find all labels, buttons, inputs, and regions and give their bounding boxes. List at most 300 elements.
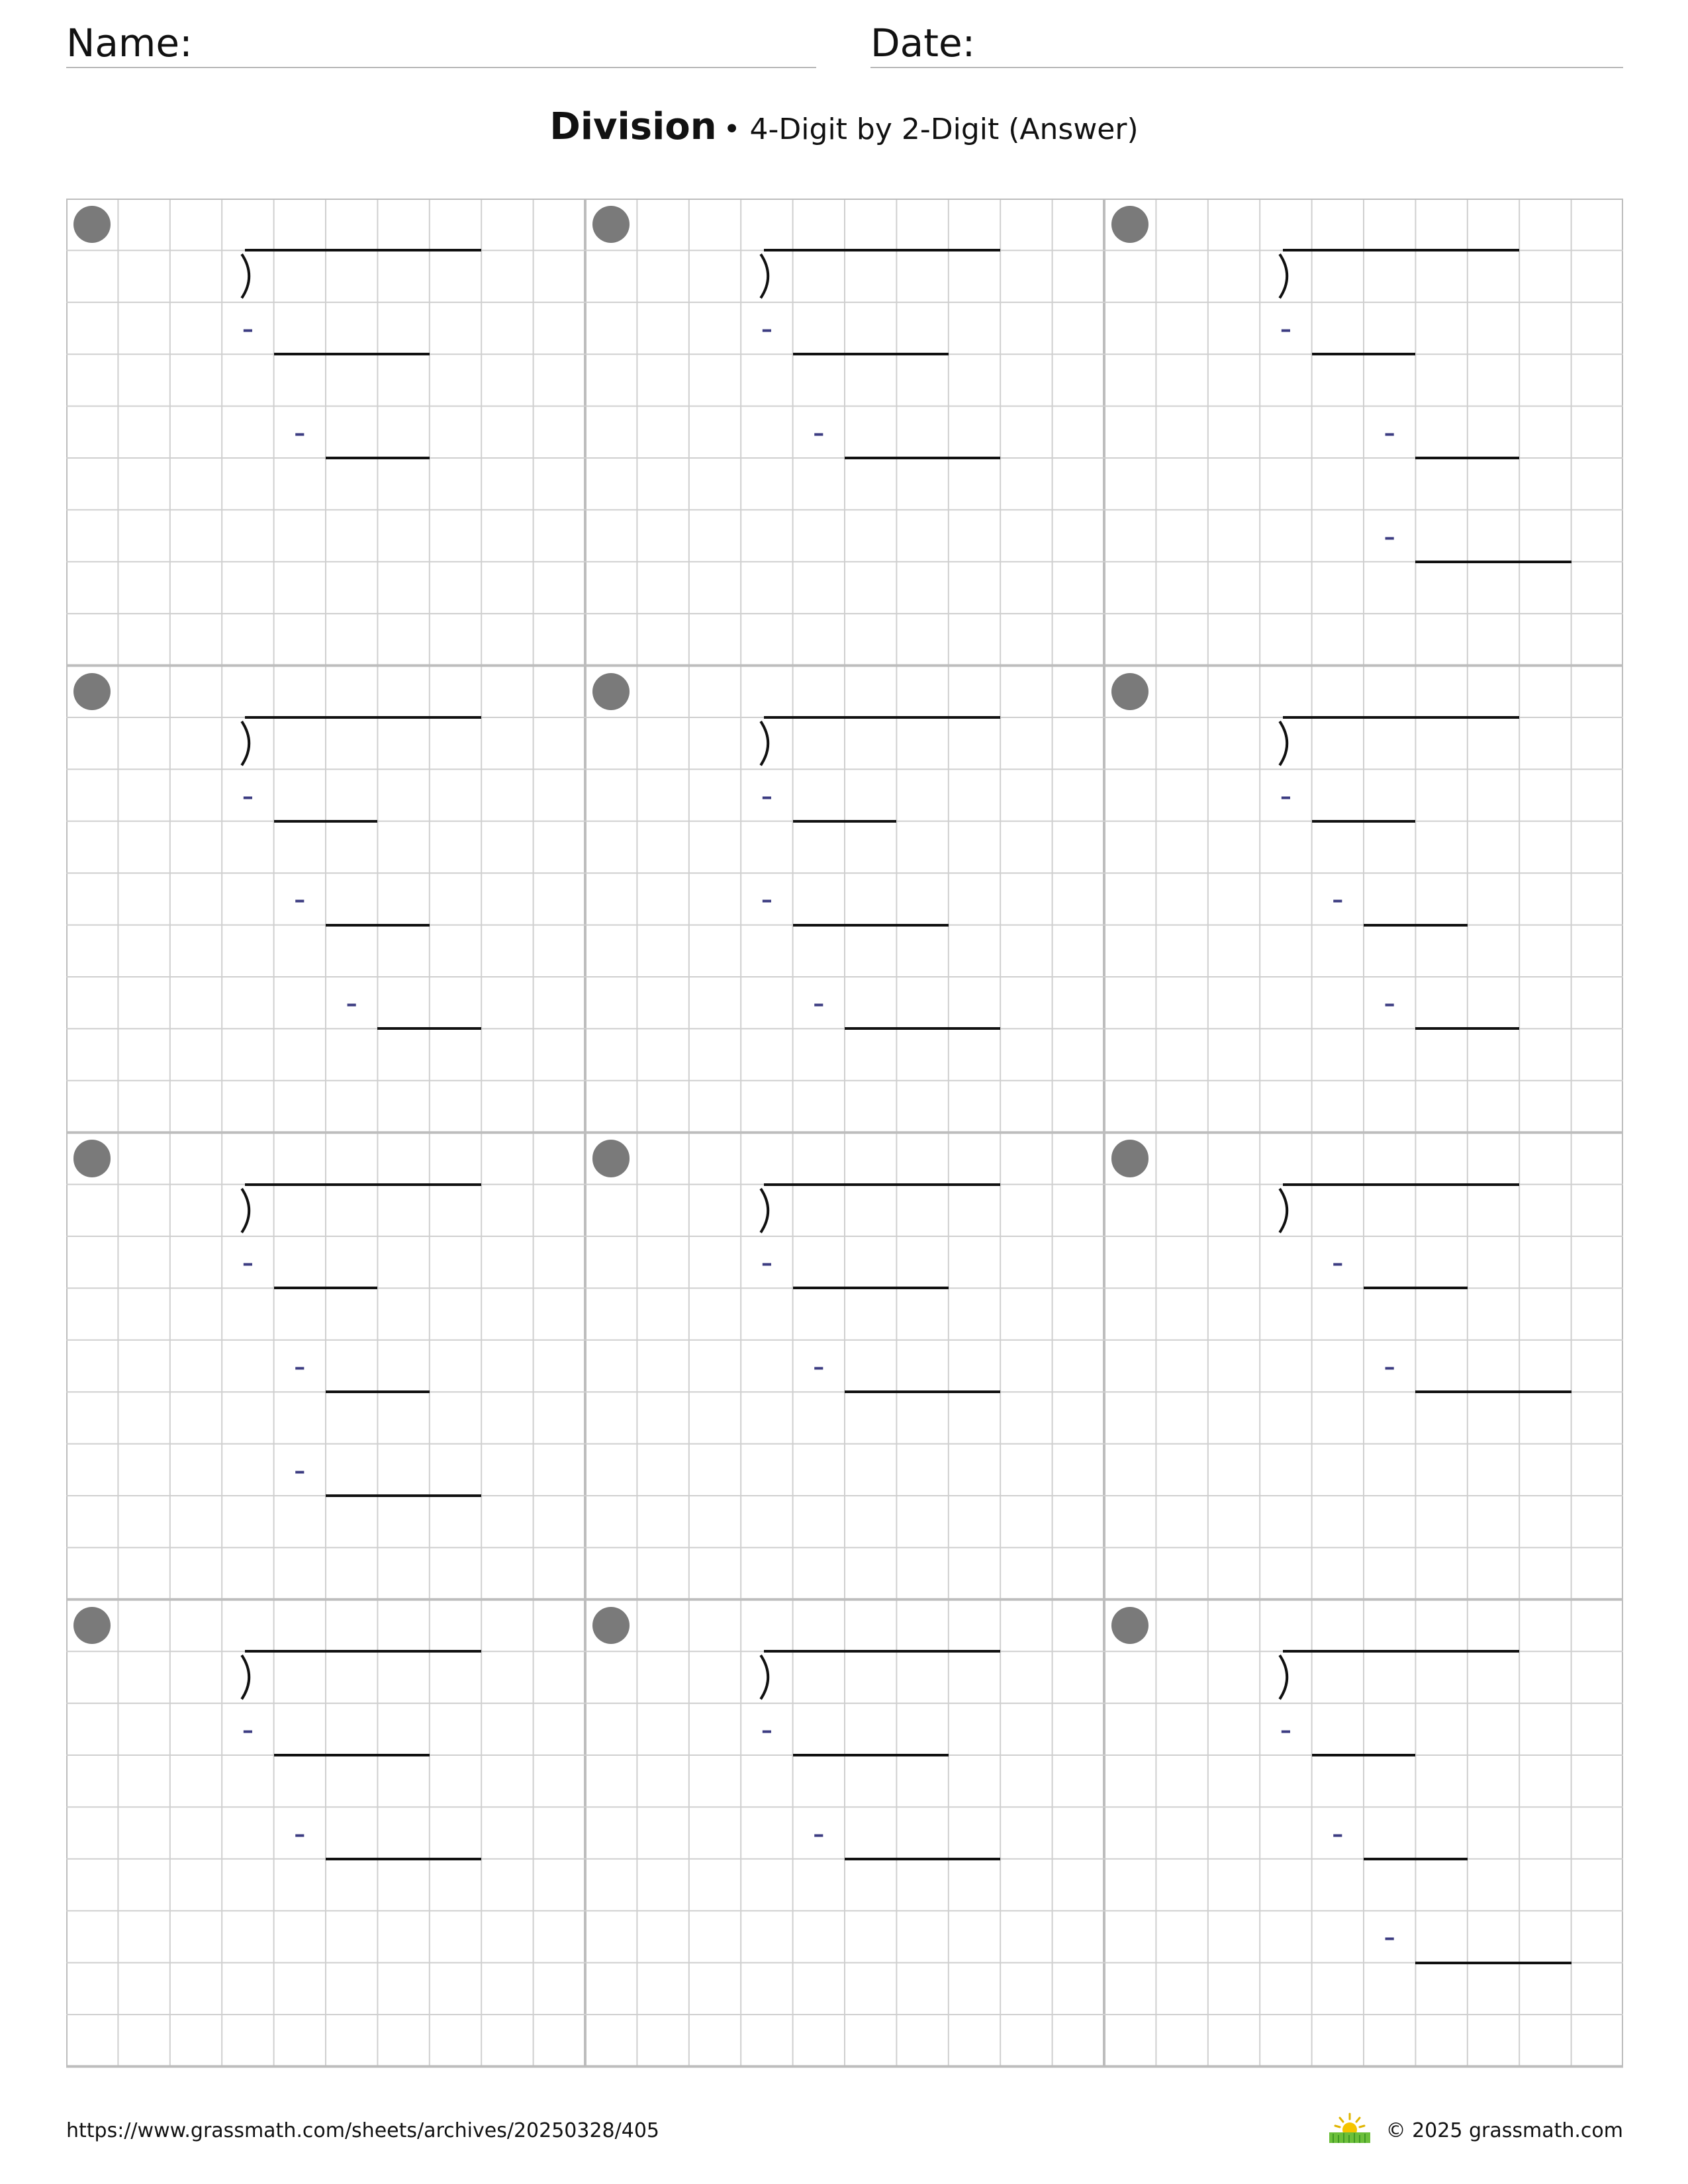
subtrahend-digit (845, 873, 896, 925)
problem-number-badge (1111, 673, 1149, 710)
partial-digit (845, 354, 896, 406)
minus-sign: - (761, 308, 773, 347)
partial-digit (949, 354, 1000, 406)
minus-sign: - (761, 880, 773, 919)
subtrahend-digit (326, 406, 377, 458)
partial-digit (1519, 458, 1571, 510)
divisor-digit (1156, 1651, 1207, 1703)
dividend-digit (274, 250, 326, 302)
subtrahend-digit (1468, 977, 1519, 1028)
subtrahend-digit (845, 1704, 896, 1755)
subtrahend-digit (326, 769, 377, 821)
subtrahend-digit (845, 769, 896, 821)
divisor-digit (170, 250, 222, 302)
dividend-digit (1364, 250, 1415, 302)
minus-sign: - (293, 1346, 306, 1385)
problem-number-badge (73, 673, 111, 710)
subtrahend-digit (845, 1236, 896, 1288)
subtrahend-digit (896, 977, 948, 1028)
subtrahend-digit (1415, 873, 1467, 925)
subtrahend-digit (896, 1340, 948, 1392)
partial-digit (896, 821, 948, 873)
partial-digit (326, 1755, 377, 1807)
subtrahend-digit (793, 873, 845, 925)
dividend-digit (1312, 250, 1364, 302)
problem-number-badge (73, 1607, 111, 1644)
quotient-digit (430, 199, 481, 250)
subtrahend-digit (1519, 510, 1571, 561)
divisor-digit (118, 1651, 169, 1703)
divisor-digit (689, 250, 741, 302)
divisor-digit (1208, 1185, 1260, 1236)
minus-sign: - (346, 983, 358, 1023)
quotient-digit (1415, 199, 1467, 250)
minus-sign: - (242, 1243, 254, 1282)
dividend-digit (326, 250, 377, 302)
subtrahend-digit (793, 302, 845, 354)
title-subtitle: • 4-Digit by 2-Digit (Answer) (723, 113, 1139, 146)
dividend-digit (1312, 1651, 1364, 1703)
problems-layer (66, 199, 1623, 2089)
subtrahend-digit (1415, 510, 1467, 561)
dividend-digit (1364, 717, 1415, 769)
partial-digit (1415, 1288, 1467, 1340)
dividend-digit (1415, 1185, 1467, 1236)
problem-number-badge (1111, 1607, 1149, 1644)
subtrahend-digit (326, 873, 377, 925)
subtrahend-digit (1415, 406, 1467, 458)
remainder-digit (1519, 1392, 1571, 1443)
subtrahend-digit (793, 1704, 845, 1755)
divisor-digit (1156, 717, 1207, 769)
partial-digit (845, 925, 896, 977)
subtrahend-digit (949, 977, 1000, 1028)
dividend-digit (274, 1651, 326, 1703)
remainder-digit (430, 1496, 481, 1547)
worksheet-title (0, 105, 1688, 148)
quotient-digit (1468, 1600, 1519, 1651)
division-bracket (222, 250, 273, 302)
divisor-digit (689, 1651, 741, 1703)
dividend-digit (845, 250, 896, 302)
division-bracket (222, 1185, 273, 1236)
problem-number-badge (592, 206, 630, 243)
partial-digit (326, 1288, 377, 1340)
minus-sign: - (242, 776, 254, 815)
dividend-digit (1468, 1651, 1519, 1703)
subtrahend-digit (1519, 1340, 1571, 1392)
partial-digit (377, 925, 429, 977)
problem-number-badge (592, 1607, 630, 1644)
subtrahend-digit (1468, 1340, 1519, 1392)
partial-digit (1519, 1288, 1571, 1340)
problem-number-badge (1111, 1140, 1149, 1177)
quotient-digit (949, 199, 1000, 250)
date-line (870, 67, 1623, 68)
subtrahend-digit (845, 1807, 896, 1858)
partial-digit (949, 1288, 1000, 1340)
subtrahend-digit (845, 406, 896, 458)
dividend-digit (896, 1651, 948, 1703)
subtrahend-digit (1364, 873, 1415, 925)
problem-number-badge (73, 1140, 111, 1177)
dividend-digit (326, 717, 377, 769)
minus-sign: - (812, 412, 825, 451)
subtrahend-digit (1312, 302, 1364, 354)
partial-digit (1468, 458, 1519, 510)
dividend-digit (1415, 1651, 1467, 1703)
partial-digit (377, 354, 429, 406)
partial-digit (896, 354, 948, 406)
dividend-digit (377, 717, 429, 769)
dividend-digit (430, 1185, 481, 1236)
minus-sign: - (293, 1450, 306, 1489)
date-label: Date: (870, 21, 976, 66)
minus-sign: - (1383, 516, 1396, 555)
quotient-digit (949, 666, 1000, 717)
division-bracket (741, 1185, 792, 1236)
divisor-digit (689, 1185, 741, 1236)
partial-digit (377, 1288, 429, 1340)
partial-digit (430, 1755, 481, 1807)
dividend-digit (845, 717, 896, 769)
quotient-digit (1415, 666, 1467, 717)
subtrahend-digit (1312, 1704, 1364, 1755)
quotient-digit (896, 1132, 948, 1184)
quotient-digit (1415, 1132, 1467, 1184)
subtrahend-digit (949, 1340, 1000, 1392)
subtrahend-digit (845, 302, 896, 354)
subtrahend-digit (793, 1236, 845, 1288)
partial-digit (1468, 354, 1519, 406)
dividend-digit (793, 717, 845, 769)
division-bracket (1260, 250, 1311, 302)
partial-digit (1468, 1859, 1519, 1911)
subtrahend-digit (949, 406, 1000, 458)
subtrahend-digit (1468, 406, 1519, 458)
partial-digit (1364, 354, 1415, 406)
subtrahend-digit (274, 1236, 326, 1288)
minus-sign: - (242, 308, 254, 347)
partial-digit (1468, 1288, 1519, 1340)
remainder-digit (949, 458, 1000, 510)
partial-digit (896, 925, 948, 977)
subtrahend-digit (896, 406, 948, 458)
quotient-digit (845, 666, 896, 717)
divisor-digit (1208, 1651, 1260, 1703)
divisor-digit (637, 717, 688, 769)
dividend-digit (1415, 250, 1467, 302)
subtrahend-digit (430, 977, 481, 1028)
dividend-digit (793, 250, 845, 302)
subtrahend-digit (377, 1807, 429, 1858)
subtrahend-digit (1415, 977, 1467, 1028)
title-main: Division (549, 105, 717, 148)
remainder-digit (377, 458, 429, 510)
subtrahend-digit (430, 1807, 481, 1858)
subtrahend-digit (1415, 1340, 1467, 1392)
partial-digit (793, 821, 845, 873)
partial-digit (949, 925, 1000, 977)
subtrahend-digit (326, 302, 377, 354)
minus-sign: - (1280, 776, 1292, 815)
subtrahend-digit (326, 1807, 377, 1858)
dividend-digit (949, 1651, 1000, 1703)
quotient-digit (1468, 666, 1519, 717)
minus-sign: - (1331, 1813, 1344, 1852)
subtrahend-digit (274, 1704, 326, 1755)
minus-sign: - (812, 983, 825, 1023)
division-bracket (1260, 1185, 1311, 1236)
partial-digit (377, 821, 429, 873)
subtrahend-digit (793, 769, 845, 821)
minus-sign: - (242, 1709, 254, 1749)
subtrahend-digit (326, 1236, 377, 1288)
partial-digit (430, 925, 481, 977)
dividend-digit (949, 1185, 1000, 1236)
remainder-digit (1519, 562, 1571, 614)
problem-number-badge (1111, 206, 1149, 243)
remainder-digit (949, 1859, 1000, 1911)
remainder-digit (1519, 1963, 1571, 2015)
dividend-digit (1415, 717, 1467, 769)
subtrahend-digit (896, 1807, 948, 1858)
subtrahend-digit (377, 977, 429, 1028)
subtrahend-digit (377, 1704, 429, 1755)
quotient-digit (1364, 1600, 1415, 1651)
minus-sign: - (1280, 308, 1292, 347)
partial-digit (845, 821, 896, 873)
dividend-digit (1364, 1185, 1415, 1236)
quotient-digit (949, 1132, 1000, 1184)
subtrahend-digit (274, 302, 326, 354)
quotient-digit (1468, 1132, 1519, 1184)
division-bracket (222, 717, 273, 769)
quotient-digit (430, 666, 481, 717)
dividend-digit (1364, 1651, 1415, 1703)
quotient-digit (896, 199, 948, 250)
subtrahend-digit (1364, 1807, 1415, 1858)
partial-digit (1415, 458, 1467, 510)
divisor-digit (1208, 250, 1260, 302)
minus-sign: - (1383, 1346, 1396, 1385)
divisor-digit (637, 1185, 688, 1236)
divisor-digit (637, 1651, 688, 1703)
subtrahend-digit (1519, 1911, 1571, 1962)
subtrahend-digit (1468, 510, 1519, 561)
partial-digit (1468, 925, 1519, 977)
dividend-digit (430, 717, 481, 769)
remainder-digit (949, 1392, 1000, 1443)
partial-digit (1364, 1755, 1415, 1807)
subtrahend-digit (377, 302, 429, 354)
dividend-digit (896, 717, 948, 769)
dividend-digit (377, 1185, 429, 1236)
subtrahend-digit (1415, 1236, 1467, 1288)
partial-digit (377, 1392, 429, 1443)
minus-sign: - (812, 1346, 825, 1385)
division-bracket (1260, 717, 1311, 769)
dividend-digit (1468, 1185, 1519, 1236)
division-bracket (222, 1651, 273, 1703)
problem-number-badge (73, 206, 111, 243)
quotient-digit (896, 1600, 948, 1651)
remainder-digit (430, 1028, 481, 1080)
partial-digit (1415, 1755, 1467, 1807)
quotient-digit (430, 1132, 481, 1184)
minus-sign: - (1331, 1243, 1344, 1282)
partial-digit (845, 1288, 896, 1340)
quotient-digit (326, 666, 377, 717)
minus-sign: - (293, 880, 306, 919)
subtrahend-digit (274, 769, 326, 821)
subtrahend-digit (1364, 1236, 1415, 1288)
partial-digit (1415, 354, 1467, 406)
footer-url: https://www.grassmath.com/sheets/archives/20250328/405 (66, 2119, 660, 2142)
subtrahend-digit (1415, 1911, 1467, 1962)
quotient-digit (430, 1600, 481, 1651)
dividend-digit (1312, 717, 1364, 769)
minus-sign: - (812, 1813, 825, 1852)
minus-sign: - (1383, 412, 1396, 451)
subtrahend-digit (1364, 302, 1415, 354)
problem-number-badge (592, 1140, 630, 1177)
dividend-digit (896, 250, 948, 302)
partial-digit (326, 1392, 377, 1443)
minus-sign: - (293, 412, 306, 451)
minus-sign: - (761, 1243, 773, 1282)
subtrahend-digit (1312, 769, 1364, 821)
dividend-digit (949, 250, 1000, 302)
partial-digit (1415, 821, 1467, 873)
dividend-digit (326, 1185, 377, 1236)
subtrahend-digit (377, 1340, 429, 1392)
dividend-digit (377, 250, 429, 302)
quotient-digit (1364, 666, 1415, 717)
subtrahend-digit (845, 1340, 896, 1392)
minus-sign: - (1331, 880, 1344, 919)
dividend-digit (430, 1651, 481, 1703)
division-bracket (741, 1651, 792, 1703)
remainder-digit (1468, 1028, 1519, 1080)
quotient-digit (326, 1132, 377, 1184)
subtrahend-digit (377, 1444, 429, 1496)
partial-digit (1415, 1859, 1467, 1911)
subtrahend-digit (1468, 1911, 1519, 1962)
divisor-digit (170, 1185, 222, 1236)
subtrahend-digit (326, 1340, 377, 1392)
minus-sign: - (293, 1813, 306, 1852)
subtrahend-digit (377, 873, 429, 925)
quotient-digit (1468, 199, 1519, 250)
dividend-digit (1468, 250, 1519, 302)
dividend-digit (896, 1185, 948, 1236)
subtrahend-digit (1415, 1807, 1467, 1858)
quotient-digit (377, 1600, 429, 1651)
minus-sign: - (1383, 983, 1396, 1023)
divisor-digit (637, 250, 688, 302)
partial-digit (896, 1288, 948, 1340)
subtrahend-digit (845, 977, 896, 1028)
partial-digit (896, 1755, 948, 1807)
subtrahend-digit (896, 1704, 948, 1755)
quotient-digit (1415, 1600, 1467, 1651)
quotient-digit (377, 199, 429, 250)
divisor-digit (1156, 250, 1207, 302)
partial-digit (845, 1755, 896, 1807)
subtrahend-digit (949, 1807, 1000, 1858)
subtrahend-digit (896, 1236, 948, 1288)
subtrahend-digit (896, 873, 948, 925)
dividend-digit (1312, 1185, 1364, 1236)
divisor-digit (118, 250, 169, 302)
minus-sign: - (761, 776, 773, 815)
partial-digit (430, 1392, 481, 1443)
quotient-digit (1364, 199, 1415, 250)
name-line (66, 67, 816, 68)
partial-digit (326, 821, 377, 873)
quotient-digit (949, 1600, 1000, 1651)
name-label: Name: (66, 21, 193, 66)
subtrahend-digit (377, 406, 429, 458)
divisor-digit (118, 1185, 169, 1236)
dividend-digit (845, 1651, 896, 1703)
remainder-digit (949, 1028, 1000, 1080)
partial-digit (326, 354, 377, 406)
division-bracket (741, 717, 792, 769)
subtrahend-digit (326, 1704, 377, 1755)
dividend-digit (1468, 717, 1519, 769)
remainder-digit (430, 1859, 481, 1911)
dividend-digit (793, 1651, 845, 1703)
quotient-digit (896, 666, 948, 717)
partial-digit (377, 1755, 429, 1807)
minus-sign: - (761, 1709, 773, 1749)
subtrahend-digit (1364, 1704, 1415, 1755)
partial-digit (949, 1755, 1000, 1807)
minus-sign: - (1383, 1917, 1396, 1956)
divisor-digit (170, 717, 222, 769)
divisor-digit (170, 1651, 222, 1703)
dividend-digit (845, 1185, 896, 1236)
footer-copyright: © 2025 grassmath.com (1385, 2119, 1623, 2142)
minus-sign: - (1280, 1709, 1292, 1749)
dividend-digit (274, 1185, 326, 1236)
subtrahend-digit (896, 302, 948, 354)
divisor-digit (689, 717, 741, 769)
dividend-digit (793, 1185, 845, 1236)
partial-digit (1415, 925, 1467, 977)
dividend-digit (326, 1651, 377, 1703)
worksheet-grid (66, 199, 1623, 2089)
division-bracket (741, 250, 792, 302)
divisor-digit (118, 717, 169, 769)
divisor-digit (1208, 717, 1260, 769)
subtrahend-digit (430, 1444, 481, 1496)
subtrahend-digit (326, 1444, 377, 1496)
dividend-digit (430, 250, 481, 302)
partial-digit (1519, 1859, 1571, 1911)
division-bracket (1260, 1651, 1311, 1703)
dividend-digit (377, 1651, 429, 1703)
partial-digit (1364, 821, 1415, 873)
problem-number-badge (592, 673, 630, 710)
quotient-digit (377, 666, 429, 717)
divisor-digit (1156, 1185, 1207, 1236)
grass-sun-logo-icon (1325, 2111, 1374, 2144)
dividend-digit (274, 717, 326, 769)
quotient-digit (377, 1132, 429, 1184)
